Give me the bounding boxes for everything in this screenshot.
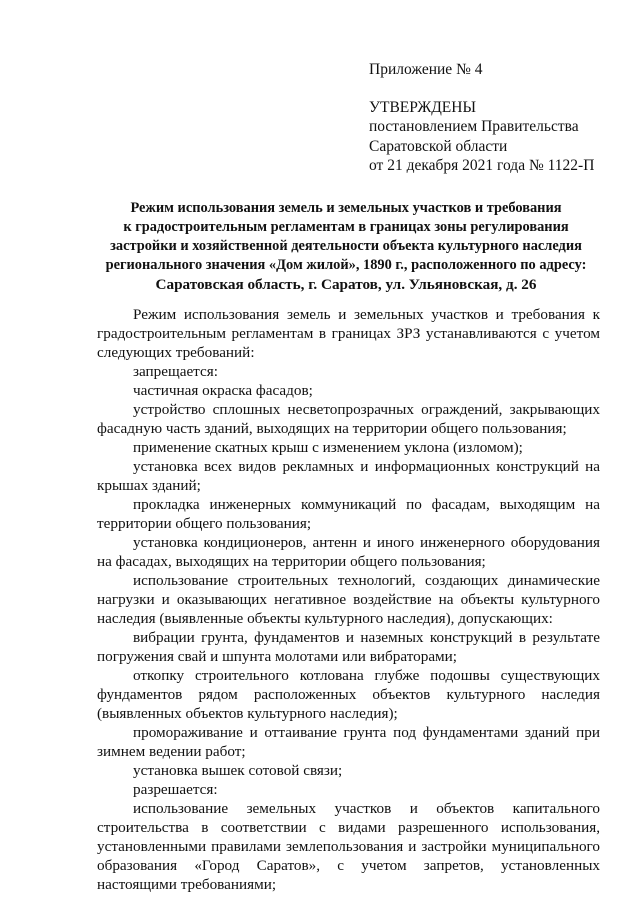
document-title [86, 199, 606, 294]
paragraph: откопку строительного котлована глубже подошвы существующих фундаментов рядом расположенных объектов культурного наследия (выявленных объектов культурного наследия); [97, 667, 600, 722]
paragraph: разрешается: [133, 781, 218, 798]
approval-line: от 21 декабря 2021 года № 1122-П [369, 157, 595, 174]
paragraph: использование строительных технологий, создающих динамические нагрузки и оказывающих негативное воздействие на объекты культурного наследия (выявленные объекты культурного наследия), допускающих: [97, 572, 600, 627]
approval-block [369, 60, 619, 176]
paragraph: использование земельных участков и объектов капитального строительства в соответствии с видами разрешенного использования, установленными правилами землепользования и застройки муниципального образования «Город Саратов», с учетом запретов, установленных настоящими требованиями; [97, 800, 600, 893]
title-line: к градостроительным регламентам в границах зоны регулирования [123, 219, 569, 235]
paragraph: промораживание и оттаивание грунта под фундаментами зданий при зимнем ведении работ; [97, 724, 600, 760]
document-body [97, 305, 600, 894]
paragraph: установка вышек сотовой связи; [133, 762, 343, 779]
title-line: застройки и хозяйственной деятельности объекта культурного наследия [110, 238, 582, 254]
title-line: Режим использования земель и земельных участков и требования [130, 200, 562, 216]
approved-heading: УТВЕРЖДЕНЫ [369, 98, 476, 116]
paragraph: установка кондиционеров, антенн и иного инженерного оборудования на фасадах, выходящих на территории общего пользования; [97, 534, 600, 570]
paragraph: вибрации грунта, фундаментов и наземных конструкций в результате погружения свай и шпунта молотами или вибраторами; [97, 629, 600, 665]
paragraph: устройство сплошных несветопрозрачных ограждений, закрывающих фасадную часть зданий, выходящих на территории общего пользования; [97, 401, 600, 437]
paragraph: применение скатных крыш с изменением уклона (изломом); [133, 439, 523, 456]
appendix-label: Приложение № 4 [369, 61, 483, 78]
paragraph: частичная окраска фасадов; [133, 382, 313, 399]
title-line: Саратовская область, г. Саратов, ул. Ульяновская, д. 26 [155, 276, 537, 293]
paragraph: запрещается: [133, 363, 218, 380]
paragraph: Режим использования земель и земельных участков и требования к градостроительным регламентам в границах ЗРЗ устанавливаются с учетом следующих требований: [97, 306, 600, 361]
approval-line: постановлением Правительства [369, 118, 579, 135]
paragraph: прокладка инженерных коммуникаций по фасадам, выходящим на территории общего пользования; [97, 496, 600, 532]
title-line: регионального значения «Дом жилой», 1890 г., расположенного по адресу: [105, 257, 587, 273]
approval-line: Саратовской области [369, 137, 508, 155]
paragraph: установка всех видов рекламных и информационных конструкций на крышах зданий; [97, 458, 600, 494]
